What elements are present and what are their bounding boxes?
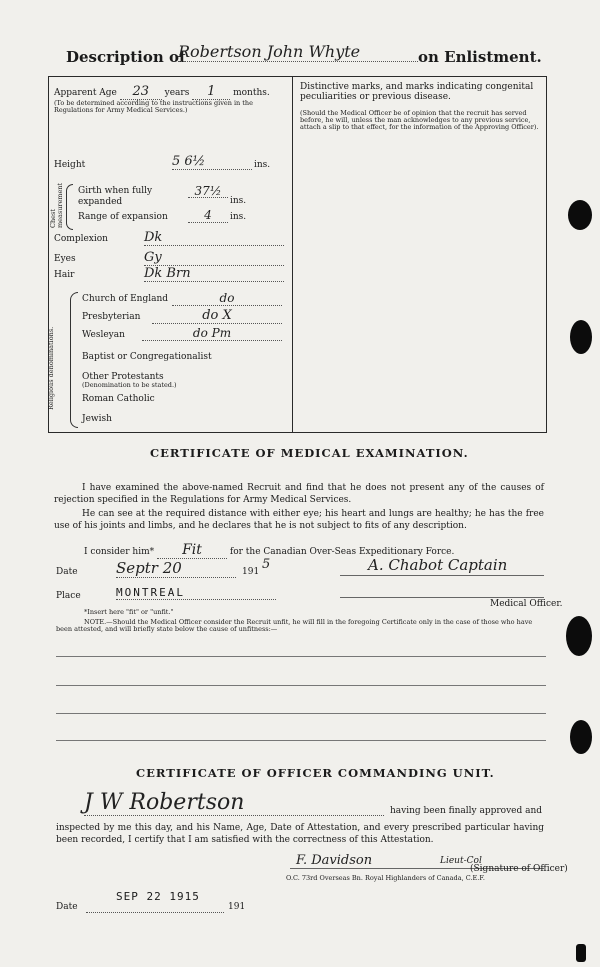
officer-line [340,597,544,598]
religion-label: Other Protestants [82,372,164,382]
religion-row [82,352,288,362]
religion-row [82,414,288,424]
apparent-age-label: Apparent Age [54,88,117,98]
unfit-note: NOTE.—Should the Medical Officer consider the Recruit unfit, he will fill in the foregoing Certificate only in the case of those who have been attested, and will briefly state below the cause of unfitness:— [56,618,533,633]
religion-mark: do [172,291,282,306]
religion-label: Roman Catholic [82,394,155,404]
apparent-age-row [54,84,288,100]
enlistee-name: Robertson John Whyte [178,42,418,62]
chest-brace [66,184,73,230]
religion-row [82,372,288,389]
blank-line [56,685,546,686]
height-label: Height [54,160,86,170]
complexion-label: Complexion [54,234,108,244]
punch-hole [566,616,592,656]
year-prefix: 191 [242,567,260,577]
ink-mark [576,944,586,962]
description-heading [66,42,546,68]
complexion-value: Dk [144,230,284,246]
blank-line [56,656,546,657]
expansion-value: 4 [188,208,228,223]
age-months-value: 1 [192,84,230,100]
medical-officer-label: Medical Officer. [490,599,563,609]
chest-measurement-label: Chest measurement [49,182,64,228]
commanding-officer-rank: Lieut-Col [440,856,482,866]
religion-row [82,394,288,404]
blank-line [56,713,546,714]
religion-group-label: Religious denominations. [47,326,55,410]
eyes-label: Eyes [54,254,76,264]
on-enlistment: on Enlistment. [418,48,542,66]
command-date-line [86,902,224,913]
recruit-name-handwritten: J W Robertson [84,790,384,816]
insert-note: *Insert here "fit" or "unfit." [84,608,174,616]
girth-label: Girth when fully expanded [78,186,153,207]
top-border [48,76,546,77]
command-paragraph: inspected by me this day, and his Name, Age, Date of Attestation, and every prescribed particular having been recorded, I certify that I am satisfied with the correctness of this Attestation. [56,823,544,845]
command-date-label: Date [56,902,78,912]
eyes-value: Gy [144,250,284,266]
command-date-suffix: 191 [228,902,246,912]
unit-line: O.C. 73rd Overseas Bn. Royal Highlanders of Canada, C.E.F. [286,874,485,882]
age-note: (To be determined according to the instructions given in the Regulations for Army Medical Services.) [54,99,253,114]
height-value: 5 6½ [172,154,252,170]
religion-row [82,308,288,323]
date-label: Date [56,567,78,577]
religion-label: Wesleyan [82,330,125,340]
complexion-row [54,230,286,245]
command-certificate-title: CERTIFICATE OF OFFICER COMMANDING UNIT. [136,766,495,780]
medical-certificate-title: CERTIFICATE OF MEDICAL EXAMINATION. [150,446,469,460]
religion-mark: do X [152,308,282,324]
hair-label: Hair [54,270,75,280]
religion-brace [70,292,78,428]
distinctive-marks-note: (Should the Medical Officer be of opinion that the recruit has served before, he will, unless the man acknowledges to any previous service, attach a slip to that effect, for the information of the Approving Officer). [300,109,539,131]
religion-mark: do Pm [142,326,282,341]
expansion-label: Range of expansion [78,212,168,222]
height-row [54,154,286,170]
bottom-border [48,432,547,433]
religion-label: Church of England [82,294,169,304]
hair-row [54,266,286,281]
right-border [546,76,547,432]
punch-hole [570,320,592,354]
fitness-value: Fit [157,542,227,559]
girth-value: 37½ [188,186,228,198]
years-label: years [164,88,190,98]
distinctive-marks-heading: Distinctive marks, and marks indicating congenital peculiarities or previous disease. [300,82,534,102]
height-unit: ins. [254,160,271,170]
religion-row [82,326,288,340]
religion-label: Presbyterian [82,312,141,322]
expansion-unit: ins. [230,212,247,222]
punch-hole [570,720,592,754]
eyes-row [54,250,286,265]
date-value: Septr 20 [116,559,236,578]
year-digit: 5 [262,557,271,572]
expansion-row [78,208,258,222]
girth-row [78,186,258,208]
age-years-value: 23 [120,84,162,100]
medical-date-row [56,557,316,577]
medical-para-2: He can see at the required distance with either eye; his heart and lungs are healthy; he has the free use of his joints and limbs, and he declares that he is not subject to fits of any description. [54,509,544,531]
girth-unit: ins. [230,196,247,206]
medical-para-1: I have examined the above-named Recruit and find that he does not present any of the causes of rejection specified in the Regulations for Army Medical Services. [54,483,544,505]
signature-of-officer-label: (Signature of Officer) [470,864,568,874]
place-value: MONTREAL [116,586,276,600]
religion-label: Baptist or Congregationalist [82,352,212,362]
commanding-officer-signature: F. Davidson [296,853,373,868]
place-row [56,586,316,601]
approved-text: having been finally approved and [390,806,543,816]
date-stamp: SEP 22 1915 [116,890,200,903]
consider-suffix: for the Canadian Over-Seas Expeditionary Force. [229,547,455,557]
hair-value: Dk Brn [144,266,284,282]
medical-officer-signature: A. Chabot Captain [368,556,508,574]
place-label: Place [56,591,81,601]
description-prefix: Description of [66,48,186,66]
religion-row [82,291,288,305]
religion-label: Jewish [82,414,112,424]
blank-line [56,740,546,741]
months-label: months. [233,88,270,98]
signature-line [340,575,544,576]
punch-hole [568,200,592,230]
religion-note: (Denomination to be stated.) [82,381,177,389]
consider-prefix: I consider him* [84,547,155,557]
center-divider [292,76,293,432]
